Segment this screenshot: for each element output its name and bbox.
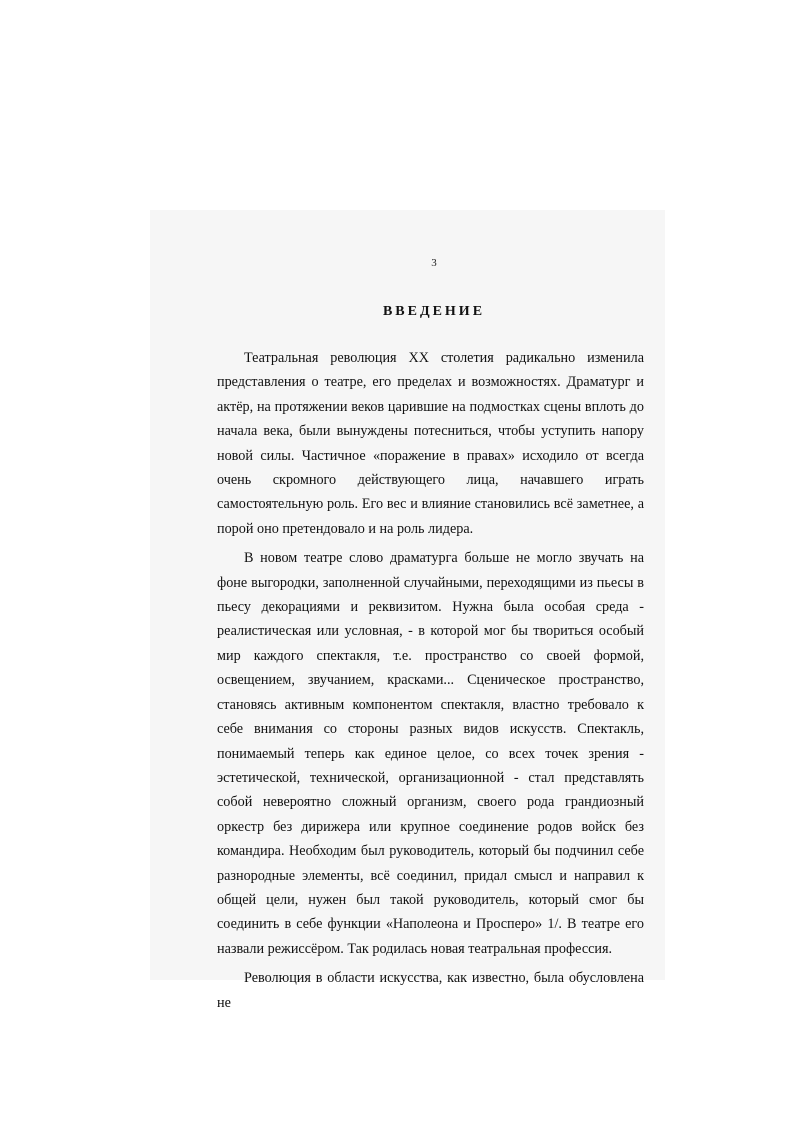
section-heading: ВВЕДЕНИЕ	[382, 304, 486, 319]
page-number: 3	[431, 257, 437, 269]
paragraph-3: Революция в области искусства, как известно, была обусловлена не	[217, 970, 644, 1011]
paragraph-2: В новом театре слово драматурга больше не могло звучать на фоне выгородки, заполненной случайными, переходящими из пьесы в пьесу декорациями и реквизитом. Нужна была особая среда - реалистическая или условная, - в которой мог бы твориться особый мир каждого спектакля, т.е. пространство со своей формой, освещением, звучанием, красками... Сценическое пространство, становясь активным компонентом спектакля, властно требовало к себе внимания со стороны разных видов искусств. Спектакль, понимаемый теперь как единое целое, со всех точек зрения - эстетической, технической, организационной - стал представлять собой невероятно сложный организм, своего рода грандиозный оркестр без дирижера или крупное соединение родов войск без командира. Необходим был руководитель, который бы подчинил себе разнородные элементы, всё соединил, придал смысл и направил к общей цели, нужен был такой руководитель, который смог бы соединить в себе функции «Наполеона и Просперо» 1/. В театре его назвали режиссёром. Так родилась новая театральная профессия.	[217, 550, 644, 957]
body-text	[217, 346, 644, 1020]
paragraph-1: Театральная революция XX столетия радикально изменила представления о театре, его пределах и возможностях. Драматург и актёр, на протяжении веков царившие на подмостках сцены вплоть до начала века, были вынуждены потесниться, чтобы уступить напору новой силы. Частичное «поражение в правах» исходило от всегда очень скромного действующего лица, начавшего играть самостоятельную роль. Его вес и влияние становились всё заметнее, а порой оно претендовало и на роль лидера.	[217, 350, 644, 537]
